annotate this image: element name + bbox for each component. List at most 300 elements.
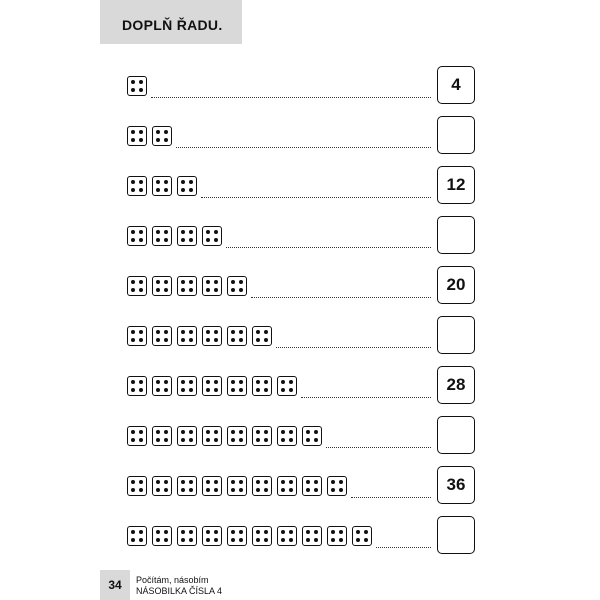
die-four-icon	[152, 176, 172, 196]
die-pip	[139, 380, 143, 384]
die-four-icon	[127, 76, 147, 96]
page-title: DOPLŇ ŘADU.	[122, 17, 223, 33]
die-pip	[181, 330, 185, 334]
die-pip	[264, 488, 268, 492]
die-pip	[139, 388, 143, 392]
dice-group	[127, 276, 247, 298]
die-pip	[289, 480, 293, 484]
die-pip	[131, 180, 135, 184]
answer-box[interactable]	[437, 416, 475, 454]
die-pip	[306, 530, 310, 534]
die-pip	[306, 538, 310, 542]
die-pip	[281, 480, 285, 484]
die-pip	[131, 80, 135, 84]
exercise-row	[127, 466, 477, 504]
die-pip	[131, 438, 135, 442]
dotted-leader	[151, 97, 431, 98]
die-pip	[131, 380, 135, 384]
die-pip	[189, 438, 193, 442]
die-pip	[139, 130, 143, 134]
die-pip	[131, 138, 135, 142]
die-pip	[239, 488, 243, 492]
die-four-icon	[227, 426, 247, 446]
die-pip	[206, 488, 210, 492]
die-pip	[131, 88, 135, 92]
die-pip	[131, 488, 135, 492]
die-pip	[156, 288, 160, 292]
die-pip	[181, 388, 185, 392]
footer-line-1: Počítám, násobím	[136, 575, 209, 585]
die-pip	[239, 330, 243, 334]
dice-group	[127, 376, 297, 398]
die-pip	[156, 138, 160, 142]
die-pip	[281, 488, 285, 492]
die-four-icon	[227, 476, 247, 496]
die-pip	[239, 538, 243, 542]
die-four-icon	[127, 226, 147, 246]
die-pip	[314, 438, 318, 442]
die-pip	[164, 380, 168, 384]
die-pip	[214, 538, 218, 542]
die-pip	[214, 388, 218, 392]
answer-box[interactable]: 28	[437, 366, 475, 404]
die-pip	[231, 438, 235, 442]
answer-box[interactable]	[437, 516, 475, 554]
die-pip	[139, 280, 143, 284]
die-four-icon	[127, 476, 147, 496]
die-pip	[264, 430, 268, 434]
die-four-icon	[227, 376, 247, 396]
die-pip	[281, 438, 285, 442]
die-pip	[339, 480, 343, 484]
answer-box[interactable]: 12	[437, 166, 475, 204]
die-pip	[164, 230, 168, 234]
die-pip	[331, 538, 335, 542]
die-pip	[206, 430, 210, 434]
die-four-icon	[202, 376, 222, 396]
exercise-row	[127, 66, 477, 104]
die-pip	[156, 380, 160, 384]
die-four-icon	[202, 226, 222, 246]
die-pip	[131, 288, 135, 292]
die-pip	[189, 280, 193, 284]
die-pip	[214, 288, 218, 292]
die-pip	[339, 488, 343, 492]
die-pip	[189, 380, 193, 384]
die-pip	[189, 238, 193, 242]
die-pip	[256, 338, 260, 342]
die-pip	[239, 380, 243, 384]
die-pip	[331, 530, 335, 534]
die-pip	[189, 480, 193, 484]
die-pip	[214, 488, 218, 492]
dotted-leader	[176, 147, 431, 148]
die-pip	[164, 130, 168, 134]
die-pip	[281, 380, 285, 384]
die-four-icon	[202, 476, 222, 496]
die-four-icon	[327, 526, 347, 546]
answer-box[interactable]: 20	[437, 266, 475, 304]
die-pip	[156, 230, 160, 234]
die-pip	[164, 138, 168, 142]
die-pip	[239, 430, 243, 434]
die-pip	[189, 488, 193, 492]
die-pip	[281, 388, 285, 392]
die-four-icon	[352, 526, 372, 546]
die-pip	[314, 480, 318, 484]
die-pip	[364, 530, 368, 534]
die-pip	[139, 538, 143, 542]
die-pip	[181, 288, 185, 292]
die-four-icon	[152, 376, 172, 396]
die-pip	[156, 488, 160, 492]
die-pip	[189, 188, 193, 192]
die-pip	[189, 230, 193, 234]
die-pip	[156, 538, 160, 542]
die-pip	[164, 530, 168, 534]
die-pip	[214, 338, 218, 342]
die-pip	[239, 480, 243, 484]
die-pip	[156, 180, 160, 184]
die-pip	[189, 530, 193, 534]
die-pip	[139, 80, 143, 84]
die-pip	[289, 538, 293, 542]
die-pip	[356, 530, 360, 534]
exercise-row	[127, 116, 477, 154]
die-pip	[306, 480, 310, 484]
die-pip	[189, 180, 193, 184]
die-pip	[156, 338, 160, 342]
die-four-icon	[177, 526, 197, 546]
die-pip	[139, 330, 143, 334]
die-pip	[281, 530, 285, 534]
die-pip	[206, 330, 210, 334]
die-pip	[164, 538, 168, 542]
die-pip	[131, 480, 135, 484]
die-pip	[231, 288, 235, 292]
die-four-icon	[127, 176, 147, 196]
die-pip	[314, 530, 318, 534]
die-four-icon	[302, 426, 322, 446]
die-four-icon	[152, 526, 172, 546]
die-pip	[156, 280, 160, 284]
die-pip	[206, 338, 210, 342]
die-four-icon	[227, 326, 247, 346]
exercise-row	[127, 516, 477, 554]
die-four-icon	[227, 526, 247, 546]
dice-group	[127, 326, 272, 348]
die-pip	[256, 430, 260, 434]
die-pip	[164, 430, 168, 434]
die-pip	[306, 488, 310, 492]
die-four-icon	[252, 426, 272, 446]
dice-group	[127, 476, 347, 498]
die-pip	[139, 488, 143, 492]
dice-group	[127, 426, 322, 448]
die-pip	[189, 538, 193, 542]
die-pip	[256, 488, 260, 492]
die-four-icon	[302, 476, 322, 496]
die-four-icon	[127, 376, 147, 396]
dotted-leader	[326, 447, 431, 448]
die-pip	[131, 388, 135, 392]
die-pip	[206, 280, 210, 284]
die-pip	[214, 230, 218, 234]
die-pip	[331, 480, 335, 484]
die-pip	[131, 280, 135, 284]
die-pip	[164, 288, 168, 292]
die-four-icon	[127, 426, 147, 446]
die-four-icon	[152, 476, 172, 496]
die-pip	[139, 88, 143, 92]
die-pip	[131, 238, 135, 242]
dotted-leader	[251, 297, 431, 298]
die-pip	[314, 430, 318, 434]
die-four-icon	[252, 326, 272, 346]
dice-group	[127, 126, 172, 148]
die-pip	[231, 530, 235, 534]
exercise-row	[127, 416, 477, 454]
die-four-icon	[302, 526, 322, 546]
die-pip	[139, 180, 143, 184]
dice-group	[127, 226, 222, 248]
die-four-icon	[202, 526, 222, 546]
die-pip	[206, 388, 210, 392]
die-pip	[206, 538, 210, 542]
die-pip	[189, 338, 193, 342]
die-pip	[131, 338, 135, 342]
die-four-icon	[127, 326, 147, 346]
die-pip	[139, 530, 143, 534]
die-pip	[231, 538, 235, 542]
die-pip	[231, 280, 235, 284]
die-four-icon	[152, 326, 172, 346]
die-pip	[164, 188, 168, 192]
exercise-row	[127, 216, 477, 254]
die-pip	[181, 280, 185, 284]
die-pip	[289, 388, 293, 392]
die-pip	[289, 430, 293, 434]
die-pip	[156, 530, 160, 534]
die-pip	[256, 388, 260, 392]
die-pip	[156, 430, 160, 434]
die-pip	[231, 338, 235, 342]
die-four-icon	[177, 376, 197, 396]
die-pip	[181, 430, 185, 434]
die-pip	[281, 430, 285, 434]
die-four-icon	[177, 226, 197, 246]
die-pip	[139, 288, 143, 292]
die-four-icon	[177, 426, 197, 446]
die-four-icon	[277, 526, 297, 546]
die-pip	[214, 330, 218, 334]
die-pip	[339, 538, 343, 542]
die-pip	[231, 388, 235, 392]
exercise-row	[127, 366, 477, 404]
die-four-icon	[127, 276, 147, 296]
die-pip	[181, 338, 185, 342]
die-four-icon	[177, 326, 197, 346]
page-number: 34	[108, 578, 122, 592]
die-pip	[314, 538, 318, 542]
die-pip	[256, 538, 260, 542]
die-pip	[239, 438, 243, 442]
die-pip	[231, 480, 235, 484]
exercise-row	[127, 316, 477, 354]
die-pip	[306, 430, 310, 434]
dice-group	[127, 76, 147, 98]
die-four-icon	[277, 376, 297, 396]
die-four-icon	[327, 476, 347, 496]
die-four-icon	[127, 126, 147, 146]
die-pip	[139, 438, 143, 442]
die-pip	[264, 338, 268, 342]
die-pip	[164, 488, 168, 492]
die-pip	[339, 530, 343, 534]
die-pip	[156, 188, 160, 192]
die-pip	[164, 330, 168, 334]
die-pip	[264, 538, 268, 542]
die-pip	[264, 480, 268, 484]
die-four-icon	[177, 476, 197, 496]
die-pip	[214, 430, 218, 434]
die-four-icon	[277, 426, 297, 446]
die-pip	[189, 388, 193, 392]
dotted-leader	[351, 497, 431, 498]
die-pip	[131, 330, 135, 334]
die-pip	[139, 338, 143, 342]
die-pip	[164, 238, 168, 242]
die-pip	[256, 380, 260, 384]
die-four-icon	[127, 526, 147, 546]
die-pip	[164, 388, 168, 392]
die-pip	[231, 430, 235, 434]
die-pip	[214, 438, 218, 442]
die-pip	[131, 538, 135, 542]
die-four-icon	[152, 226, 172, 246]
die-pip	[181, 488, 185, 492]
die-pip	[289, 488, 293, 492]
die-pip	[356, 538, 360, 542]
die-pip	[131, 430, 135, 434]
die-pip	[264, 330, 268, 334]
dotted-leader	[301, 397, 431, 398]
die-pip	[231, 330, 235, 334]
die-pip	[289, 380, 293, 384]
die-four-icon	[177, 276, 197, 296]
die-pip	[314, 488, 318, 492]
die-pip	[289, 530, 293, 534]
die-pip	[139, 138, 143, 142]
die-pip	[206, 230, 210, 234]
die-four-icon	[202, 276, 222, 296]
die-pip	[164, 480, 168, 484]
die-pip	[181, 188, 185, 192]
die-four-icon	[252, 476, 272, 496]
die-pip	[164, 438, 168, 442]
answer-box[interactable]	[437, 116, 475, 154]
die-pip	[156, 480, 160, 484]
die-pip	[131, 230, 135, 234]
die-four-icon	[152, 426, 172, 446]
die-pip	[206, 380, 210, 384]
die-four-icon	[202, 326, 222, 346]
die-pip	[189, 330, 193, 334]
die-pip	[231, 488, 235, 492]
die-pip	[189, 288, 193, 292]
die-pip	[181, 538, 185, 542]
die-pip	[181, 238, 185, 242]
die-pip	[231, 380, 235, 384]
exercise-row	[127, 166, 477, 204]
die-pip	[264, 380, 268, 384]
dice-group	[127, 526, 372, 548]
die-four-icon	[252, 526, 272, 546]
die-pip	[364, 538, 368, 542]
die-pip	[181, 438, 185, 442]
die-pip	[156, 330, 160, 334]
die-pip	[139, 430, 143, 434]
answer-box[interactable]	[437, 316, 475, 354]
die-pip	[256, 438, 260, 442]
dotted-leader	[201, 197, 431, 198]
die-pip	[181, 230, 185, 234]
die-pip	[281, 538, 285, 542]
die-four-icon	[177, 176, 197, 196]
die-pip	[214, 380, 218, 384]
die-pip	[206, 480, 210, 484]
footer-line-2: NÁSOBILKA ČÍSLA 4	[136, 586, 223, 596]
die-pip	[214, 280, 218, 284]
die-pip	[214, 480, 218, 484]
die-pip	[264, 530, 268, 534]
die-pip	[239, 280, 243, 284]
die-pip	[156, 130, 160, 134]
answer-box[interactable]: 4	[437, 66, 475, 104]
die-pip	[206, 288, 210, 292]
die-pip	[256, 330, 260, 334]
die-pip	[239, 338, 243, 342]
die-pip	[131, 130, 135, 134]
die-pip	[131, 188, 135, 192]
die-pip	[131, 530, 135, 534]
die-pip	[306, 438, 310, 442]
die-pip	[264, 438, 268, 442]
die-pip	[214, 238, 218, 242]
die-pip	[156, 438, 160, 442]
dotted-leader	[226, 247, 431, 248]
answer-box[interactable]: 36	[437, 466, 475, 504]
die-pip	[181, 480, 185, 484]
die-pip	[289, 438, 293, 442]
die-pip	[239, 530, 243, 534]
die-pip	[156, 238, 160, 242]
die-pip	[139, 238, 143, 242]
die-pip	[256, 530, 260, 534]
die-pip	[206, 438, 210, 442]
dotted-leader	[276, 347, 431, 348]
die-pip	[139, 480, 143, 484]
answer-box[interactable]	[437, 216, 475, 254]
die-pip	[139, 188, 143, 192]
die-pip	[256, 480, 260, 484]
die-pip	[164, 180, 168, 184]
die-pip	[156, 388, 160, 392]
die-pip	[189, 430, 193, 434]
footer-caption	[136, 575, 222, 597]
die-pip	[206, 238, 210, 242]
die-pip	[164, 280, 168, 284]
